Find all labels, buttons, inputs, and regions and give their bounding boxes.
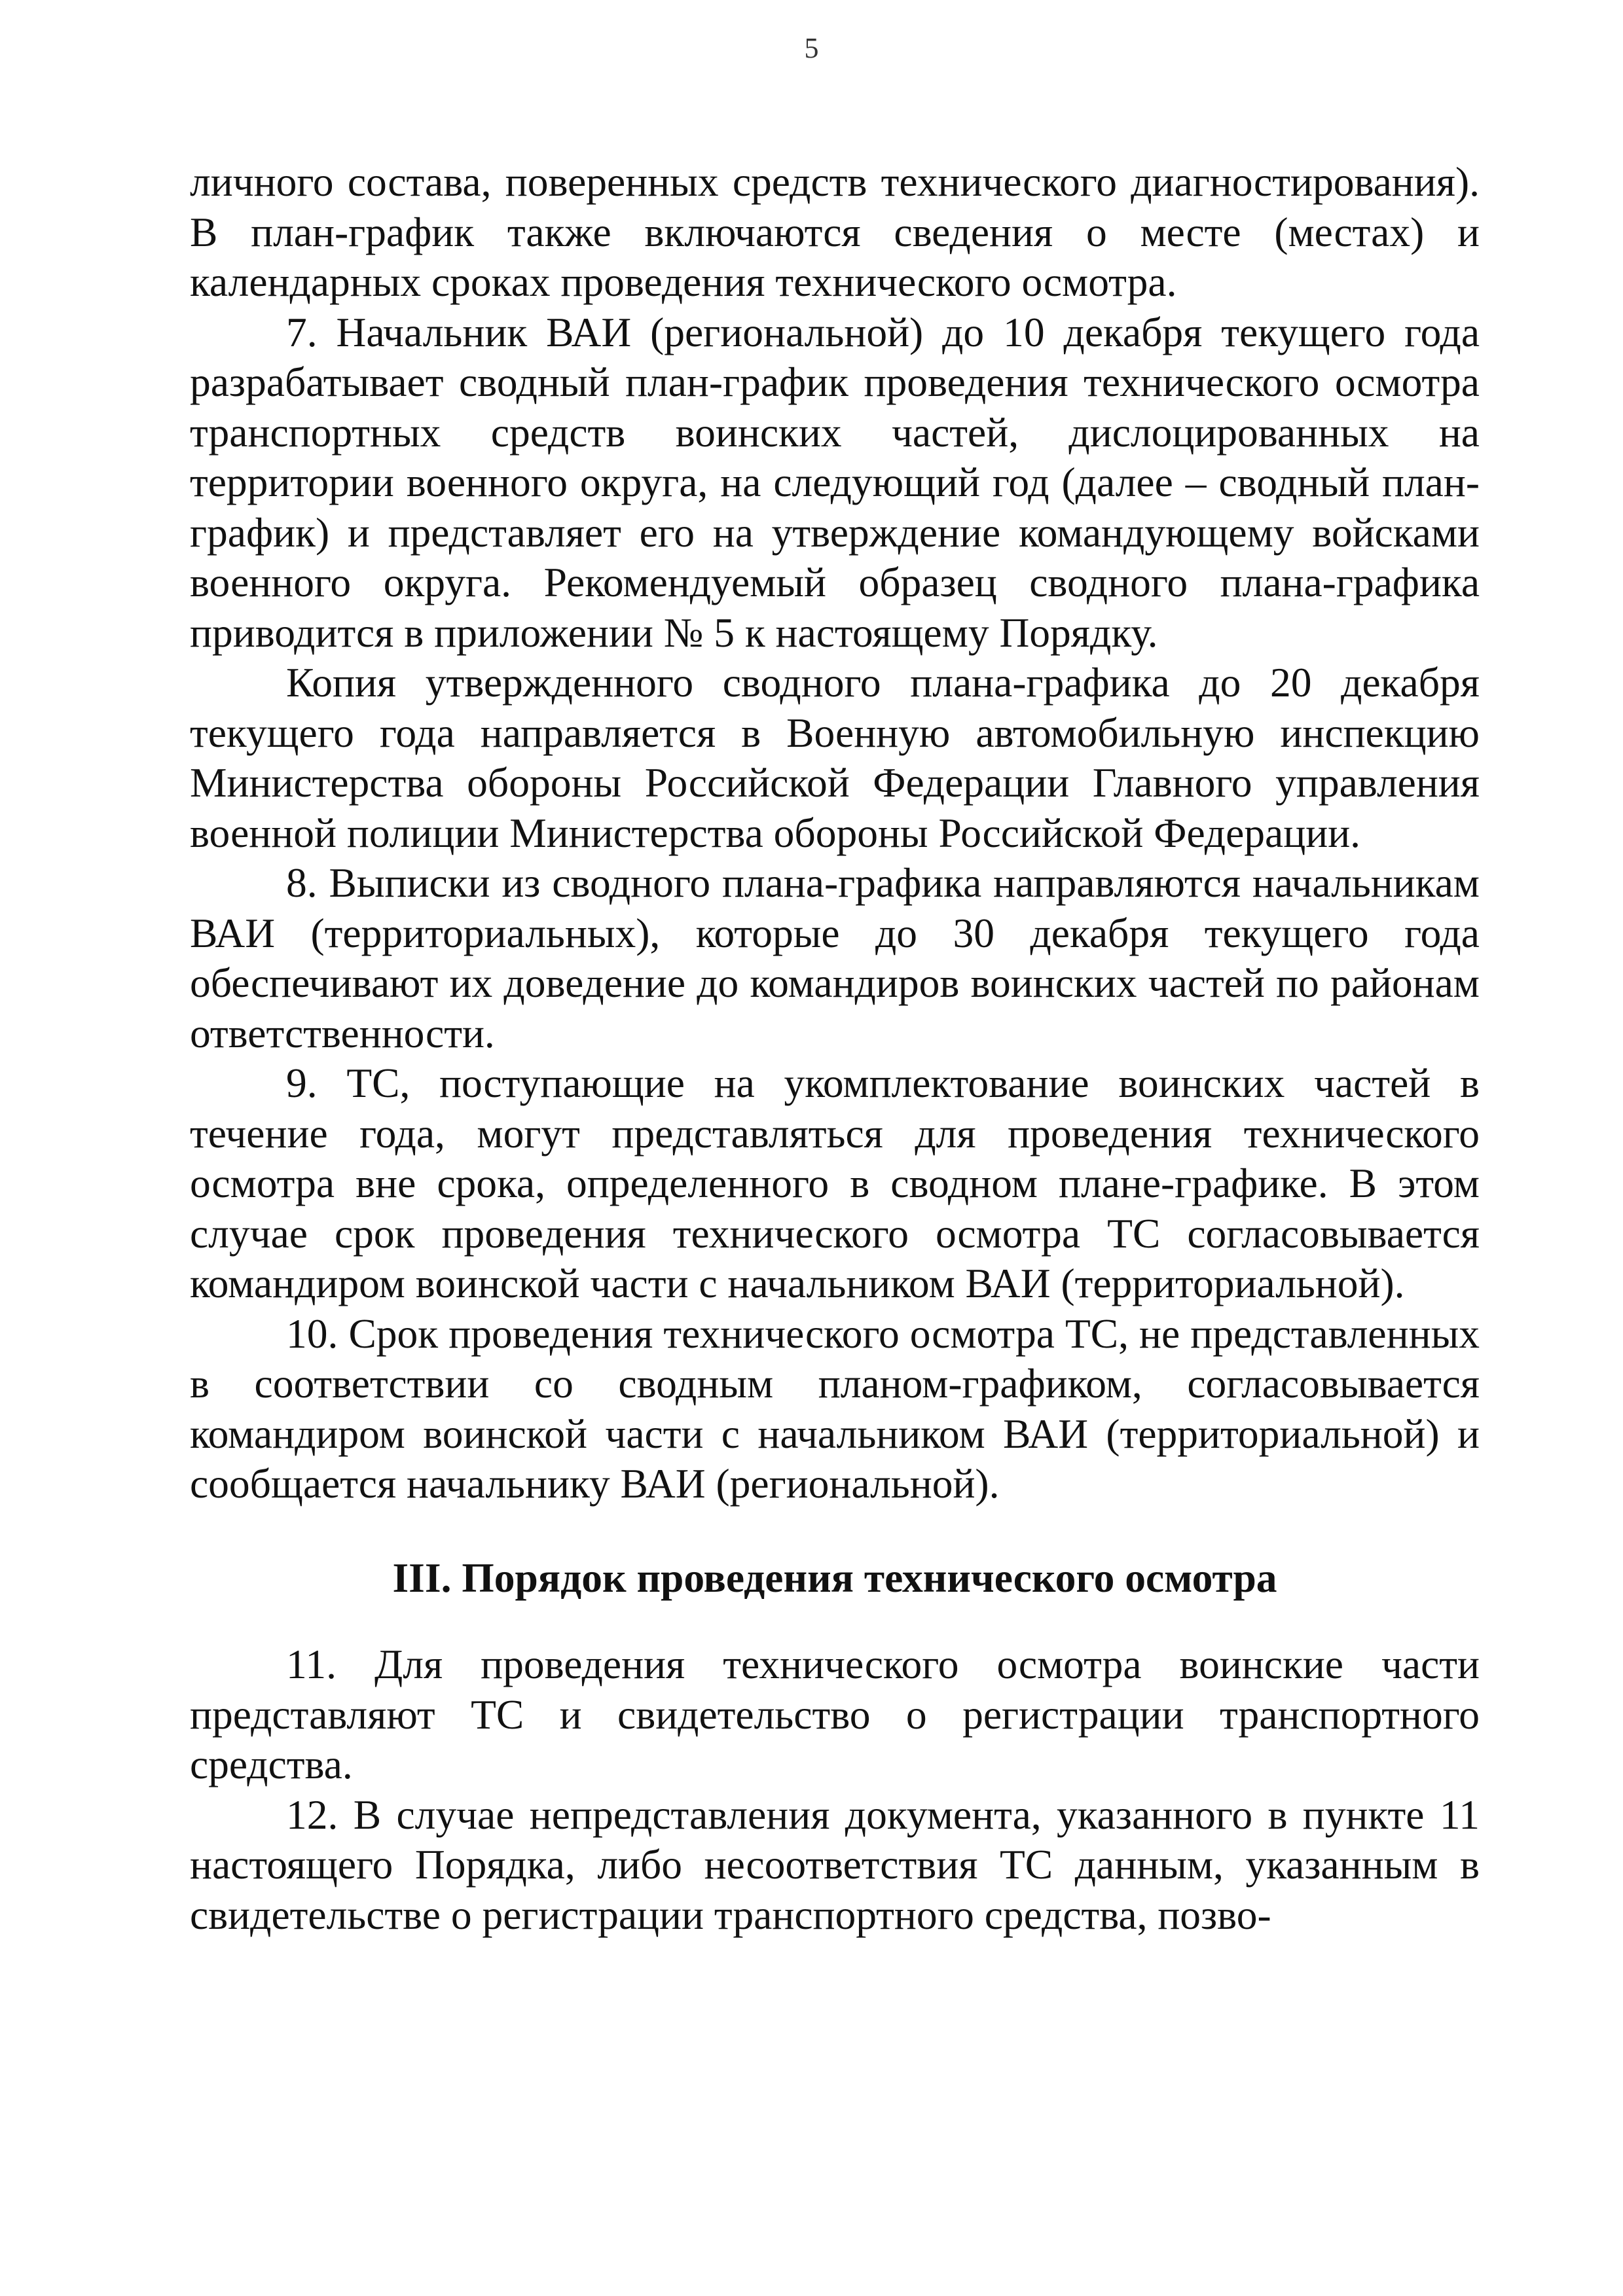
paragraph-item-8: 8. Выписки из сводного плана-графика направляются начальникам ВАИ (территориальных), которые до 30 декабря текущего года обеспечивают их доведение до командиров воинских частей по районам ответственности. [190,859,1480,1056]
paragraph-item-10: 10. Срок проведения технического осмотра ТС, не представленных в соответствии со сводным планом-графиком, согласовывается командиром воинской части с начальником ВАИ (территориальной) и сообщается начальнику ВАИ (региональной). [190,1310,1480,1507]
paragraph-item-12: 12. В случае непредставления документа, указанного в пункте 11 настоящего Порядка, либо несоответствия ТС данным, указанным в свидетельстве о регистрации транспортного средства, позво- [190,1791,1480,1938]
section-heading: III. Порядок проведения технического осмотра [392,1554,1277,1601]
paragraph-item-7-copy: Копия утвержденного сводного плана-графика до 20 декабря текущего года направляется в Военную автомобильную инспекцию Министерства обороны Российской Федерации Главного управления военной полиции Министерства обороны Российской Федерации. [190,659,1480,856]
paragraph-item-9: 9. ТС, поступающие на укомплектование воинских частей в течение года, могут представляться для проведения технического осмотра вне срока, определенного в сводном плане-графике. В этом случае срок проведения технического осмотра ТС согласовывается командиром воинской части с начальником ВАИ (территориальной). [190,1060,1480,1306]
paragraph-item-7: 7. Начальник ВАИ (региональной) до 10 декабря текущего года разрабатывает сводный план-график проведения технического осмотра транспортных средств воинских частей, дислоцированных на территории военного округа, на следующий год (далее – сводный план-график) и представляет его на утверждение командующему войсками военного округа. Рекомендуемый образец сводного плана-графика приводится в приложении № 5 к настоящему Порядку. [190,308,1480,656]
paragraph-item-11: 11. Для проведения технического осмотра воинские части представляют ТС и свидетельство о регистрации транспортного средства. [190,1641,1480,1787]
paragraph-continuation: личного состава, поверенных средств технического диагностирования). В план-график также включаются сведения о месте (местах) и календарных сроках проведения технического осмотра. [190,158,1480,305]
page-number: 5 [804,32,819,64]
document-body [190,157,1480,1940]
